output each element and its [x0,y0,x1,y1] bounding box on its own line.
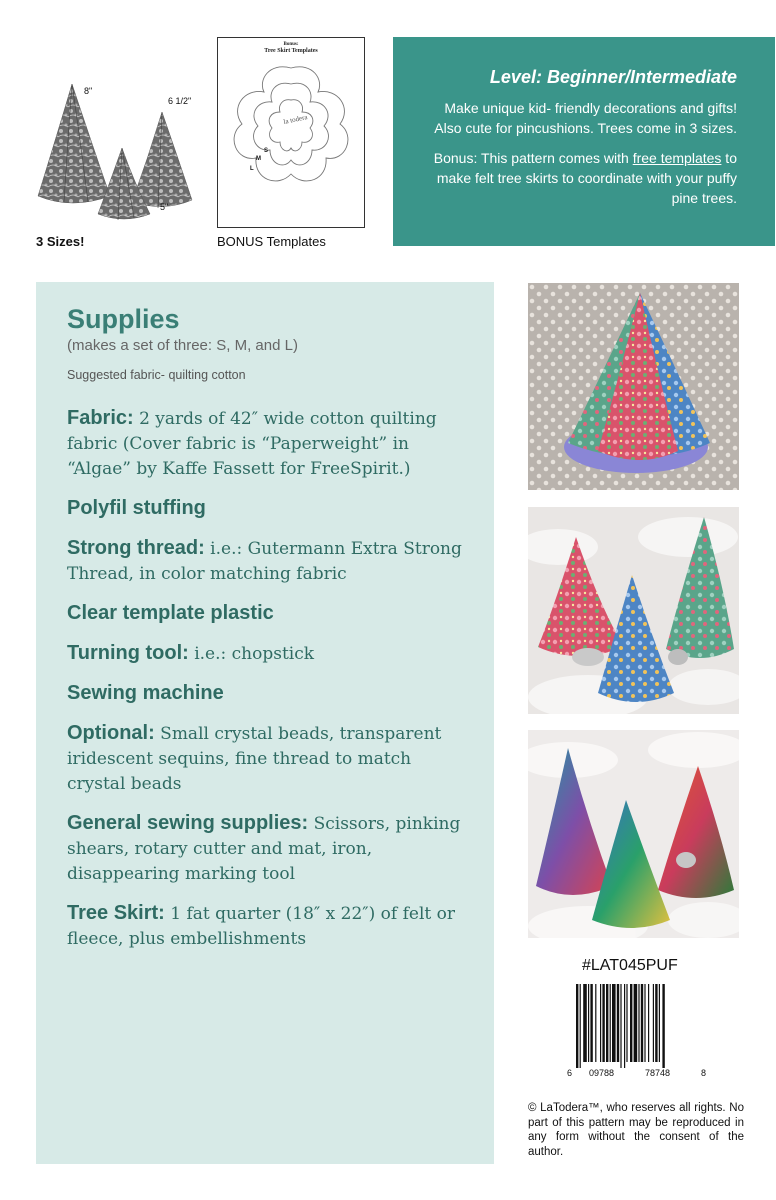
photo-gradient-trees [528,730,739,938]
supplies-title: Supplies [67,304,180,334]
barcode-bar [655,984,657,1062]
sizes-caption: 3 Sizes! [36,234,85,249]
bonus-description [417,148,737,208]
size-label-small: 5" [160,202,169,212]
supply-item-template-plastic [67,601,464,627]
barcode-bar [580,984,581,1068]
size-label-medium: 6 1/2" [168,96,192,106]
supply-label: Turning tool: [67,642,189,664]
bonus-thumb-title: Bonus: [283,42,299,47]
barcode-bar [588,984,589,1062]
copyright-notice: © LaTodera™, who reserves all rights. No part of this pattern may be reproduced in any form without the consent of the author. [528,1102,744,1158]
bonus-thumb-subtitle: Tree Skirt Templates [264,48,318,54]
barcode-digits-left: 09788 [589,1068,615,1078]
supply-item-sewing-machine [67,681,464,707]
barcode-bar [602,984,604,1062]
barcode-digits-right: 78748 [645,1068,671,1078]
supply-label: Fabric: [67,407,134,429]
barcode [567,982,709,1078]
supply-label: Tree Skirt: [67,902,165,924]
supply-text: 1 fat quarter (18″ x 22″) of felt or fleece, plus embellishments [67,904,455,949]
product-sku: #LAT045PUF [582,957,678,974]
supplies-panel [36,282,494,1164]
supply-item-thread [67,536,464,587]
barcode-bar [590,984,592,1062]
supply-label: General sewing supplies: [67,812,309,834]
barcode-bar [610,984,611,1062]
barcode-bar [595,984,596,1062]
suggested-fabric: Suggested fabric- quilting cotton [67,368,246,382]
bonus-thumb-size-l: L [250,166,254,172]
barcode-bar [659,984,660,1062]
supply-label: Clear template plastic [67,602,274,624]
supply-label: Sewing machine [67,682,224,704]
barcode-digit-last: 8 [701,1068,707,1078]
sizes-illustration [28,78,208,228]
bonus-thumb-logo: la todera [282,113,309,126]
supply-text: i.e.: Gutermann Extra Strong Thread, in color matching fabric [67,539,462,584]
photo-floral-trees-fur [528,507,739,714]
barcode-bar [576,984,578,1068]
supply-item-general [67,811,464,887]
bonus-thumb-size-s: S [264,148,269,154]
supply-text: 2 yards of 42″ wide cotton quilting fabric (Cover fabric is “Paperweight” in “Algae” by Kaffe Fassett for FreeSpirit.) [67,409,437,479]
bonus-thumb-size-m: M [256,156,261,162]
barcode-bar [583,984,587,1062]
size-label-large: 8" [84,86,93,96]
supplies-subtitle: (makes a set of three: S, M, and L) [67,337,298,354]
barcode-bar [641,984,643,1062]
supply-label: Strong thread: [67,537,205,559]
level-title: Level: Beginner/Intermediate [489,67,737,87]
level-box [393,37,775,246]
barcode-bar [606,984,608,1062]
barcode-bar [612,984,616,1062]
barcode-bar [626,984,627,1062]
supply-text: Scissors, pinking shears, rotary cutter and mat, iron, disappearing marking tool [67,814,461,884]
bonus-templates-thumbnail [217,37,365,228]
bonus-description-suffix: to make felt tree skirts to coordinate with your puffy pine trees. [436,150,737,206]
supply-text: i.e.: chopstick [188,644,315,664]
barcode-bar [630,984,632,1062]
free-templates-link[interactable]: free templates [632,150,722,166]
bonus-caption: BONUS Templates [217,234,326,249]
supply-item-tree-skirt [67,901,464,952]
barcode-bar [600,984,601,1062]
barcode-bar [617,984,619,1062]
level-description: Make unique kid- friendly decorations and gifts! Also cute for pincushions. Trees come in 3 sizes. [434,100,737,136]
photo-floral-trees-polka [528,283,739,490]
barcode-bar [648,984,649,1062]
barcode-bar [620,984,621,1068]
supply-item-fabric [67,406,464,482]
barcode-bar [662,984,664,1068]
supply-item-optional [67,721,464,797]
supply-label: Polyfil stuffing [67,497,206,519]
barcode-bar [624,984,625,1068]
barcode-digit-first: 6 [567,1068,573,1078]
barcode-bar [644,984,645,1062]
barcode-bar [653,984,654,1062]
supply-label: Optional: [67,722,155,744]
supply-text: Small crystal beads, transparent iridescent sequins, fine thread to match crystal beads [67,724,442,794]
barcode-bar [638,984,639,1062]
supply-item-polyfil [67,496,464,522]
bonus-description-prefix: Bonus: This pattern comes with [433,150,633,166]
barcode-bar [634,984,638,1062]
supply-item-turning-tool [67,641,464,667]
